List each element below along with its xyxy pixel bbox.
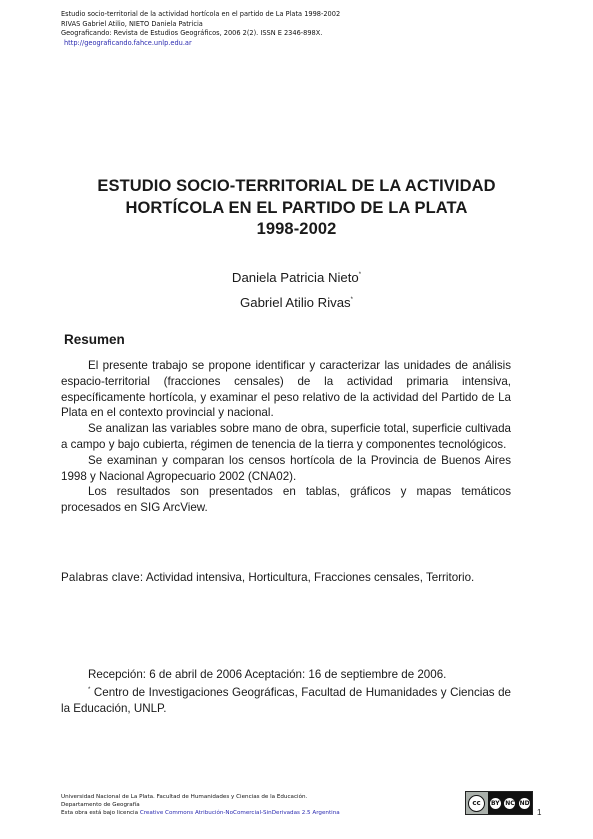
abstract-paragraph: Los resultados son presentados en tablas, gráficos y mapas temáticos procesados en SIG ArcView.	[61, 485, 511, 515]
author-footnote-mark: *	[358, 272, 362, 278]
page-number: 1	[537, 808, 542, 817]
header-authors-line: RIVAS Gabriel Atilio, NIETO Daniela Patricia	[61, 19, 203, 28]
keywords-text: Actividad intensiva, Horticultura, Fracciones censales, Territorio.	[145, 571, 475, 584]
abstract-paragraph: El presente trabajo se propone identificar y caracterizar las unidades de análisis espacio-territorial (fracciones censales) de la actividad primaria intensiva, específicamente hortícola, y examinar el peso relativo de la actividad del Partido de La Plata en el contexto provincial y nacional.	[61, 359, 511, 420]
footer-department: Departamento de Geografía	[61, 802, 140, 809]
footer-license-prefix: Esta obra está bajo licencia	[61, 810, 139, 817]
footer-license-line	[61, 809, 340, 817]
author-list	[0, 264, 593, 314]
article-title	[0, 176, 593, 241]
attribution-icon: BY	[491, 799, 500, 807]
keywords-label: Palabras clave:	[61, 571, 144, 584]
header-url-link[interactable]: http://geograficando.fahce.unlp.edu.ar	[64, 38, 192, 47]
cc-license-icons	[488, 792, 532, 814]
abstract-body	[61, 358, 511, 516]
running-header	[61, 10, 340, 48]
dates-and-affiliation	[61, 667, 511, 716]
noderivatives-icon: ND	[519, 799, 530, 807]
reception-dates: Recepción: 6 de abril de 2006 Aceptación: 16 de septiembre de 2006.	[88, 668, 447, 681]
affiliation-mark: *	[88, 686, 91, 693]
header-title-line: Estudio socio-territorial de la actividad hortícola en el partido de La Plata 1998-2002	[61, 10, 341, 18]
title-line-2: HORTÍCOLA EN EL PARTIDO DE LA PLATA	[125, 198, 468, 217]
author-name: Daniela Patricia Nieto	[231, 270, 359, 285]
affiliation-text: Centro de Investigaciones Geográficas, Facultad de Humanidades y Ciencias de la Educación, UNLP.	[61, 685, 511, 715]
title-line-3: 1998-2002	[256, 220, 337, 238]
abstract-paragraph: Se analizan las variables sobre mano de obra, superficie total, superficie cultivada a campo y bajo cubierta, régimen de tenencia de la tierra y componentes tecnológicos.	[61, 422, 511, 451]
footer-university: Universidad Nacional de La Plata. Facultad de Humanidades y Ciencias de la Educación.	[61, 794, 308, 800]
creative-commons-badge[interactable]	[465, 791, 533, 815]
affiliation-note	[61, 683, 511, 717]
abstract-heading: Resumen	[64, 332, 125, 347]
header-journal-line: Geograficando: Revista de Estudios Geográficos, 2006 2(2). ISSN E 2346-898X.	[61, 29, 323, 38]
author	[0, 289, 593, 314]
cc-logo-icon: cc	[468, 795, 485, 812]
license-link[interactable]: Creative Commons Atribución-NoComercial-SinDerivadas 2.5 Argentina	[139, 810, 340, 817]
abstract-paragraph: Se examinan y comparan los censos hortícola de la Provincia de Buenos Aires 1998 y Nacional Agropecuario 2002 (CNA02).	[61, 453, 511, 483]
author-footnote-mark: *	[350, 297, 353, 303]
noncommercial-icon: NC	[505, 799, 515, 807]
author	[0, 264, 593, 289]
keywords	[61, 570, 511, 586]
title-line-1: ESTUDIO SOCIO-TERRITORIAL DE LA ACTIVIDAD	[97, 177, 496, 195]
author-name: Gabriel Atilio Rivas	[239, 295, 351, 310]
page-footer	[61, 793, 340, 818]
